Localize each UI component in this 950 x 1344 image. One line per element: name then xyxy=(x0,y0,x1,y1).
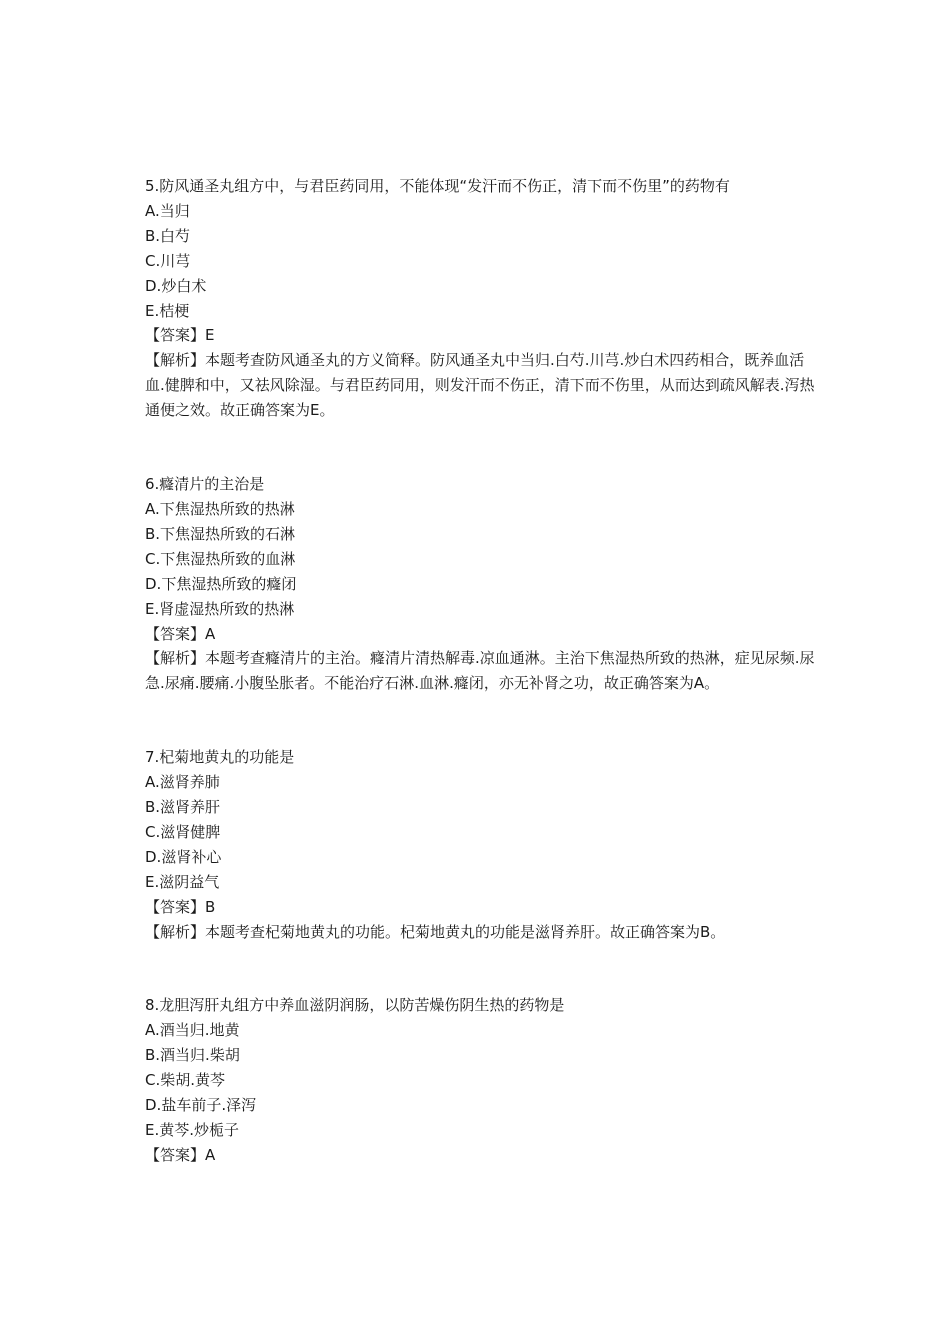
option-b: B.滋肾养肝 xyxy=(145,798,221,817)
option-c: C.下焦湿热所致的血淋 xyxy=(145,549,296,568)
option-d: D.炒白术 xyxy=(145,276,207,295)
option-b: B.下焦湿热所致的石淋 xyxy=(145,524,296,543)
analysis: 【解析】本题考查防风通圣丸的方义简释。防风通圣丸中当归.白芍.川芎.炒白术四药相合，既养血活血.健脾和中，又祛风除湿。与君臣药同用，则发汗而不伤正，清下而不伤里，从而达到疏风解表.泻热通便之效。故正确答案为E。 xyxy=(145,351,815,420)
answer: 【答案】A xyxy=(145,624,216,643)
option-a: A.酒当归.地黄 xyxy=(145,1021,240,1040)
question-stem: 7.杞菊地黄丸的功能是 xyxy=(145,748,295,767)
option-e: E.黄芩.炒栀子 xyxy=(145,1121,240,1139)
option-a: A.当归 xyxy=(145,201,190,220)
option-b: B.酒当归.柴胡 xyxy=(145,1046,240,1065)
option-b: B.白芍 xyxy=(145,226,191,245)
answer: 【答案】B xyxy=(145,897,216,916)
answer: 【答案】E xyxy=(145,326,215,345)
option-d: D.滋肾补心 xyxy=(145,847,222,866)
question-stem: 5.防风通圣丸组方中，与君臣药同用，不能体现“发汗而不伤正，清下而不伤里”的药物有 xyxy=(145,177,730,195)
option-c: C.滋肾健脾 xyxy=(145,822,221,841)
analysis: 【解析】本题考查癃清片的主治。癃清片清热解毒.凉血通淋。主治下焦湿热所致的热淋，症见尿频.尿急.尿痛.腰痛.小腹坠胀者。不能治疗石淋.血淋.癃闭，亦无补肾之功，故正确答案为A。 xyxy=(145,649,815,693)
question-6 xyxy=(145,472,815,696)
option-c: C.柴胡.黄芩 xyxy=(145,1071,226,1090)
question-5 xyxy=(145,174,815,423)
option-e: E.肾虚湿热所致的热淋 xyxy=(145,599,295,618)
option-e: E.滋阴益气 xyxy=(145,872,220,891)
option-e: E.桔梗 xyxy=(145,301,190,320)
option-a: A.下焦湿热所致的热淋 xyxy=(145,499,295,518)
analysis: 【解析】本题考查杞菊地黄丸的功能。杞菊地黄丸的功能是滋肾养肝。故正确答案为B。 xyxy=(145,922,726,941)
option-c: C.川芎 xyxy=(145,251,191,270)
answer: 【答案】A xyxy=(145,1145,216,1164)
question-stem: 6.癃清片的主治是 xyxy=(145,475,265,494)
option-d: D.盐车前子.泽泻 xyxy=(145,1096,257,1115)
question-7 xyxy=(145,745,815,944)
question-stem: 8.龙胆泻肝丸组方中养血滋阴润肠，以防苦燥伤阴生热的药物是 xyxy=(145,996,565,1015)
question-list xyxy=(145,174,815,1168)
option-a: A.滋肾养肺 xyxy=(145,773,220,792)
question-8 xyxy=(145,993,815,1167)
option-d: D.下焦湿热所致的癃闭 xyxy=(145,574,297,593)
